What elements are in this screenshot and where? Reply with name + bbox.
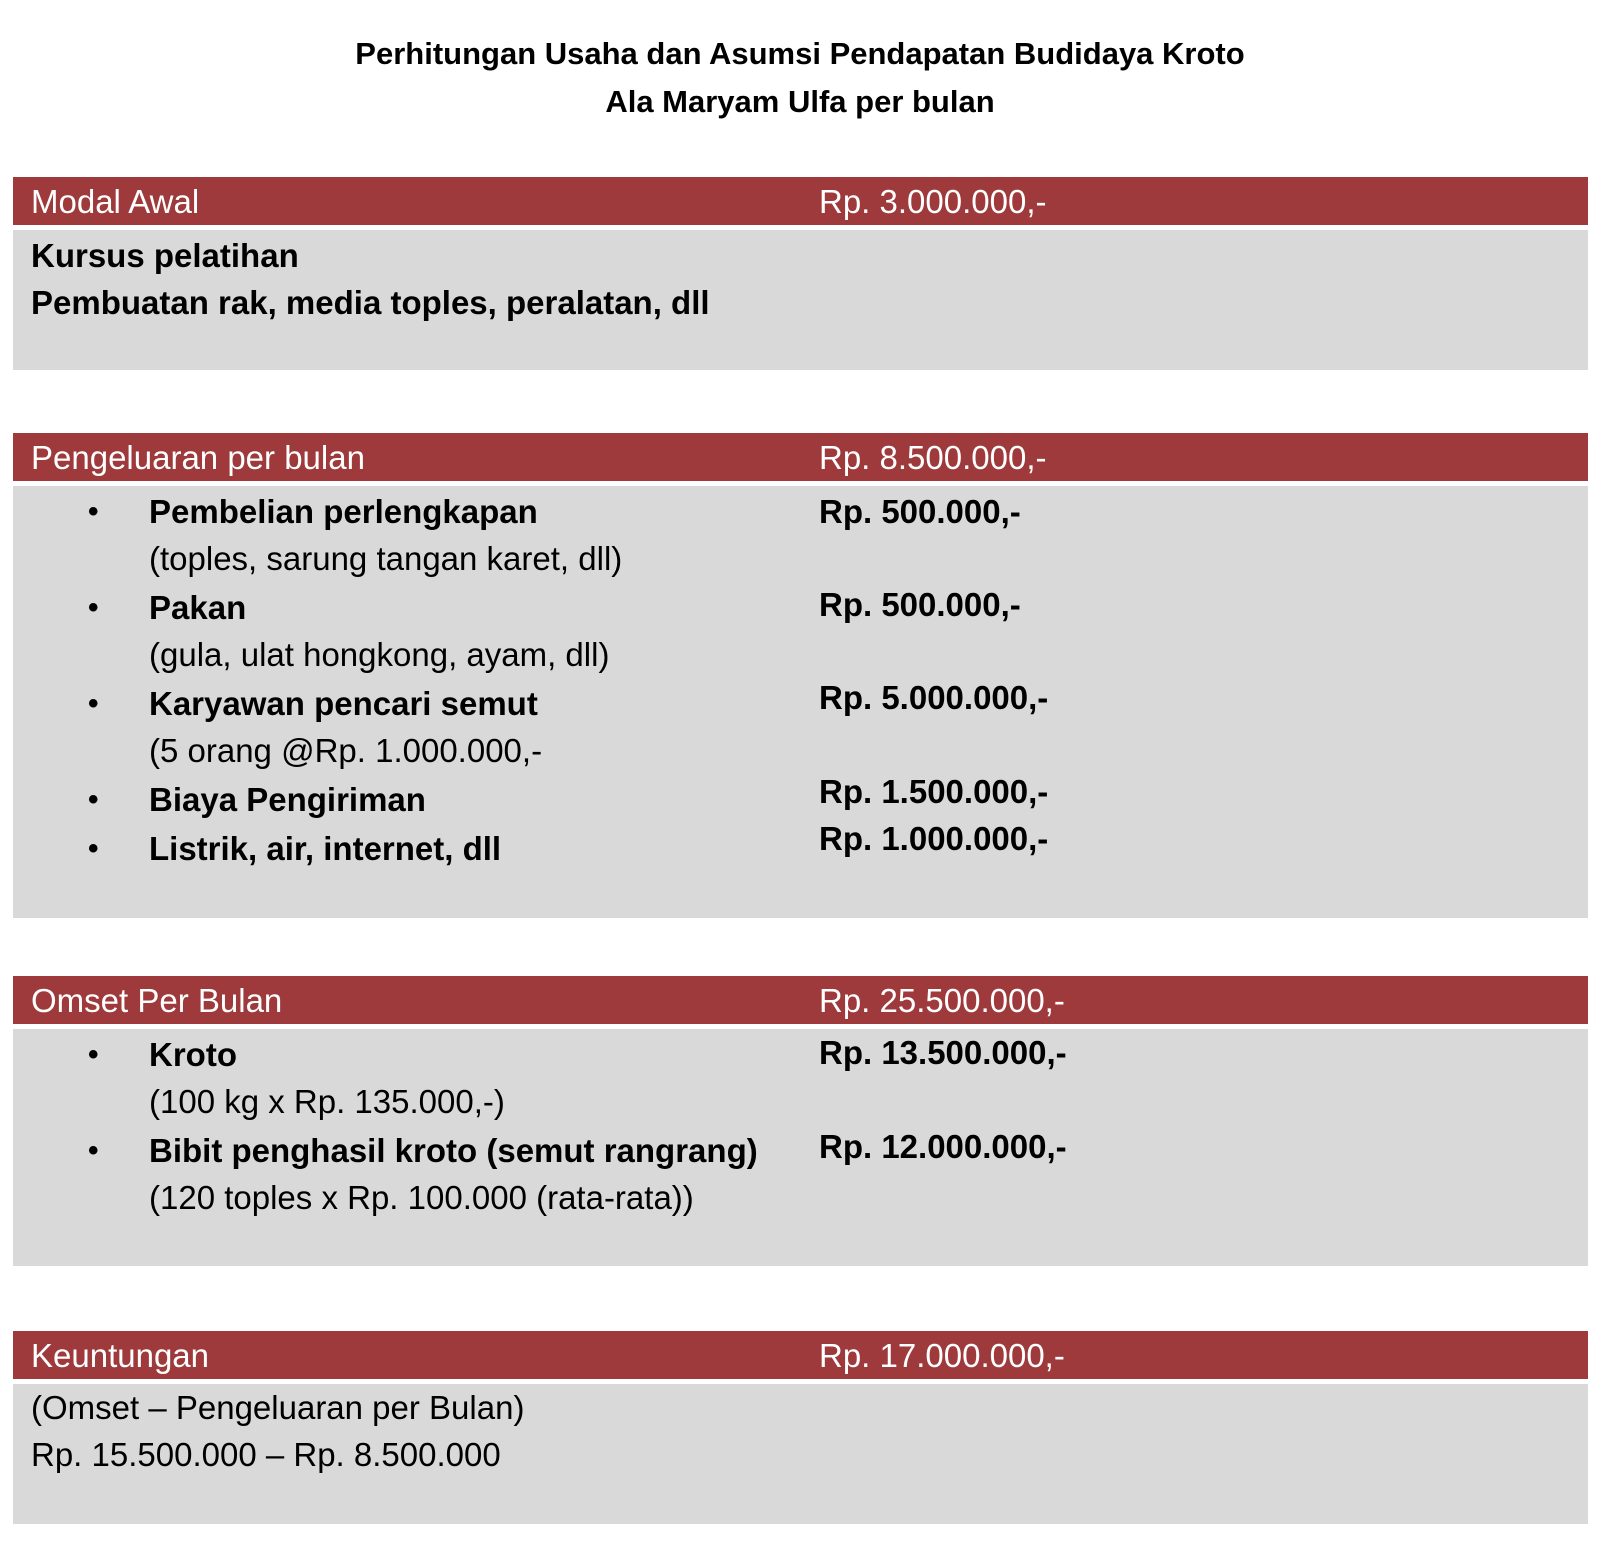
list-item-detail: (100 kg x Rp. 135.000,-) bbox=[149, 1083, 505, 1120]
page-subtitle: Ala Maryam Ulfa per bulan bbox=[605, 84, 995, 119]
bullet-icon: • bbox=[88, 783, 99, 816]
list-item-name: Pakan bbox=[149, 589, 247, 626]
modal-awal-line: Kursus pelatihan bbox=[31, 237, 299, 274]
modal-awal-label: Modal Awal bbox=[31, 183, 200, 220]
list-item-amount: Rp. 500.000,- bbox=[819, 586, 1021, 623]
omset-header bbox=[13, 976, 1588, 1024]
list-item-detail: (5 orang @Rp. 1.000.000,- bbox=[149, 732, 543, 769]
pengeluaran-amount: Rp. 8.500.000,- bbox=[819, 439, 1047, 476]
list-item-detail: (gula, ulat hongkong, ayam, dll) bbox=[149, 636, 610, 673]
list-item-detail: (120 toples x Rp. 100.000 (rata-rata)) bbox=[149, 1179, 694, 1216]
keuntungan-amount: Rp. 17.000.000,- bbox=[819, 1337, 1065, 1374]
pengeluaran-label: Pengeluaran per bulan bbox=[31, 439, 365, 476]
list-item-name: Pembelian perlengkapan bbox=[149, 493, 538, 530]
list-item-detail: (toples, sarung tangan karet, dll) bbox=[149, 540, 623, 577]
page-title: Perhitungan Usaha dan Asumsi Pendapatan Budidaya Kroto bbox=[355, 36, 1245, 71]
keuntungan-body bbox=[13, 1384, 1588, 1524]
bullet-icon: • bbox=[88, 1134, 99, 1167]
keuntungan-label: Keuntungan bbox=[31, 1337, 210, 1374]
bullet-icon: • bbox=[88, 687, 99, 720]
modal-awal-line: Pembuatan rak, media toples, peralatan, dll bbox=[31, 284, 710, 321]
list-item-amount: Rp. 1.000.000,- bbox=[819, 820, 1049, 857]
bullet-icon: • bbox=[88, 832, 99, 865]
list-item-name: Karyawan pencari semut bbox=[149, 685, 538, 722]
modal-awal-amount: Rp. 3.000.000,- bbox=[819, 183, 1047, 220]
omset-amount: Rp. 25.500.000,- bbox=[819, 982, 1065, 1019]
bullet-icon: • bbox=[88, 591, 99, 624]
list-item-amount: Rp. 5.000.000,- bbox=[819, 679, 1049, 716]
list-item-name: Listrik, air, internet, dll bbox=[149, 830, 502, 867]
bullet-icon: • bbox=[88, 1038, 99, 1071]
list-item-amount: Rp. 13.500.000,- bbox=[819, 1034, 1067, 1071]
pengeluaran-header bbox=[13, 433, 1588, 481]
keuntungan-line: (Omset – Pengeluaran per Bulan) bbox=[31, 1389, 525, 1426]
keuntungan-header bbox=[13, 1331, 1588, 1379]
list-item-amount: Rp. 1.500.000,- bbox=[819, 773, 1049, 810]
modal-awal-header bbox=[13, 177, 1588, 225]
keuntungan-line: Rp. 15.500.000 – Rp. 8.500.000 bbox=[31, 1436, 501, 1473]
bullet-icon: • bbox=[88, 495, 99, 528]
list-item-amount: Rp. 500.000,- bbox=[819, 493, 1021, 530]
modal-awal-body bbox=[13, 230, 1588, 370]
list-item-amount: Rp. 12.000.000,- bbox=[819, 1128, 1067, 1165]
list-item-name: Kroto bbox=[149, 1036, 237, 1073]
list-item-name: Biaya Pengiriman bbox=[149, 781, 426, 818]
omset-body bbox=[13, 1029, 1588, 1266]
list-item-name: Bibit penghasil kroto (semut rangrang) bbox=[149, 1132, 758, 1169]
omset-label: Omset Per Bulan bbox=[31, 982, 283, 1019]
pengeluaran-body bbox=[13, 486, 1588, 918]
